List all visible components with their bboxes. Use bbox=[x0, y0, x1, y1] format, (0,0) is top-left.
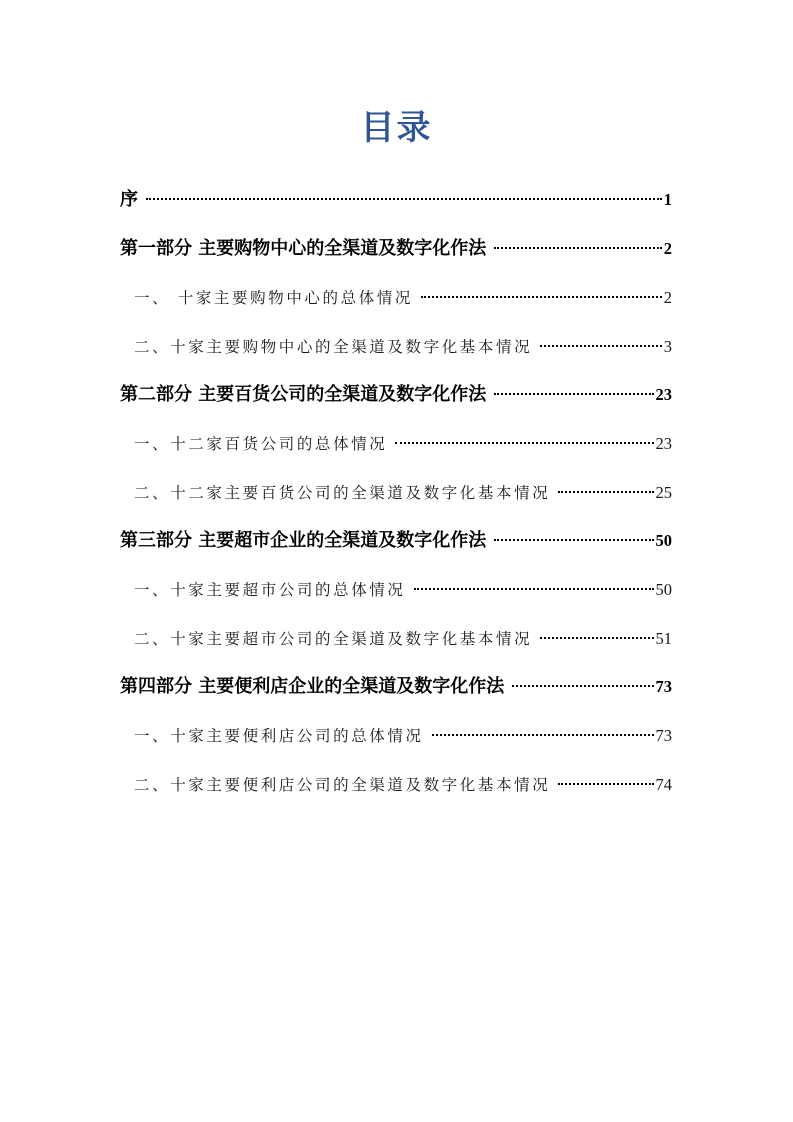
toc-leader-dots bbox=[414, 588, 654, 590]
toc-page-number: 51 bbox=[655, 629, 672, 648]
toc-leader-dots bbox=[494, 247, 661, 249]
toc-page-number: 3 bbox=[663, 337, 672, 356]
toc-page-number: 1 bbox=[663, 190, 672, 209]
toc-page-number: 73 bbox=[655, 677, 672, 696]
toc-entry-3-1[interactable] bbox=[120, 578, 672, 602]
toc-entry-4-2[interactable] bbox=[120, 773, 672, 797]
toc-entry-4-1[interactable] bbox=[120, 724, 672, 748]
toc-entry-2-1[interactable] bbox=[120, 432, 672, 456]
toc-entry-part-1[interactable] bbox=[120, 237, 672, 261]
toc-leader-dots bbox=[494, 539, 653, 541]
toc-leader-dots bbox=[494, 393, 653, 395]
toc-entry-label: 一、十家主要便利店公司的总体情况 bbox=[134, 727, 424, 745]
toc-entry-label: 第三部分 主要超市企业的全渠道及数字化作法 bbox=[120, 530, 487, 551]
toc-entry-label: 二、十二家主要百货公司的全渠道及数字化基本情况 bbox=[134, 484, 551, 502]
toc-entry-label: 二、十家主要购物中心的全渠道及数字化基本情况 bbox=[134, 338, 533, 356]
toc-leader-dots bbox=[540, 345, 662, 347]
toc-entry-label: 一、十二家百货公司的总体情况 bbox=[134, 435, 388, 453]
toc-entry-label: 第四部分 主要便利店企业的全渠道及数字化作法 bbox=[120, 676, 505, 697]
toc-entry-part-2[interactable] bbox=[120, 383, 672, 407]
toc-entry-label: 第二部分 主要百货公司的全渠道及数字化作法 bbox=[120, 384, 487, 405]
toc-entry-label: 二、十家主要便利店公司的全渠道及数字化基本情况 bbox=[134, 776, 551, 794]
toc-page-number: 50 bbox=[655, 531, 672, 550]
toc-title: 目录 bbox=[360, 108, 433, 148]
toc-entry-1-1[interactable] bbox=[120, 286, 672, 310]
toc-page-number: 23 bbox=[655, 385, 672, 404]
toc-leader-dots bbox=[146, 198, 662, 200]
toc-leader-dots bbox=[395, 442, 653, 444]
toc-entry-2-2[interactable] bbox=[120, 481, 672, 505]
toc-list bbox=[120, 180, 672, 797]
toc-entry-3-2[interactable] bbox=[120, 627, 672, 651]
toc-entry-label: 第一部分 主要购物中心的全渠道及数字化作法 bbox=[120, 238, 487, 259]
toc-leader-dots bbox=[512, 685, 653, 687]
toc-entry-label: 序 bbox=[120, 189, 138, 210]
toc-page-number: 23 bbox=[655, 434, 672, 453]
toc-entry-label: 一、 十家主要购物中心的总体情况 bbox=[134, 289, 414, 307]
toc-leader-dots bbox=[540, 637, 653, 639]
toc-page-number: 73 bbox=[655, 726, 672, 745]
toc-page-number: 25 bbox=[655, 483, 672, 502]
toc-leader-dots bbox=[558, 491, 653, 493]
toc-entry-part-4[interactable] bbox=[120, 675, 672, 699]
toc-page-number: 2 bbox=[663, 288, 672, 307]
toc-entry-label: 二、十家主要超市公司的全渠道及数字化基本情况 bbox=[134, 630, 533, 648]
toc-page-number: 50 bbox=[655, 580, 672, 599]
toc-leader-dots bbox=[432, 734, 654, 736]
toc-leader-dots bbox=[421, 296, 662, 298]
toc-entry-1-2[interactable] bbox=[120, 335, 672, 359]
toc-leader-dots bbox=[558, 783, 653, 785]
toc-entry-preface[interactable] bbox=[120, 188, 672, 212]
toc-page-number: 2 bbox=[663, 239, 672, 258]
toc-entry-part-3[interactable] bbox=[120, 529, 672, 553]
toc-page-number: 74 bbox=[655, 775, 672, 794]
toc-entry-label: 一、十家主要超市公司的总体情况 bbox=[134, 581, 406, 599]
